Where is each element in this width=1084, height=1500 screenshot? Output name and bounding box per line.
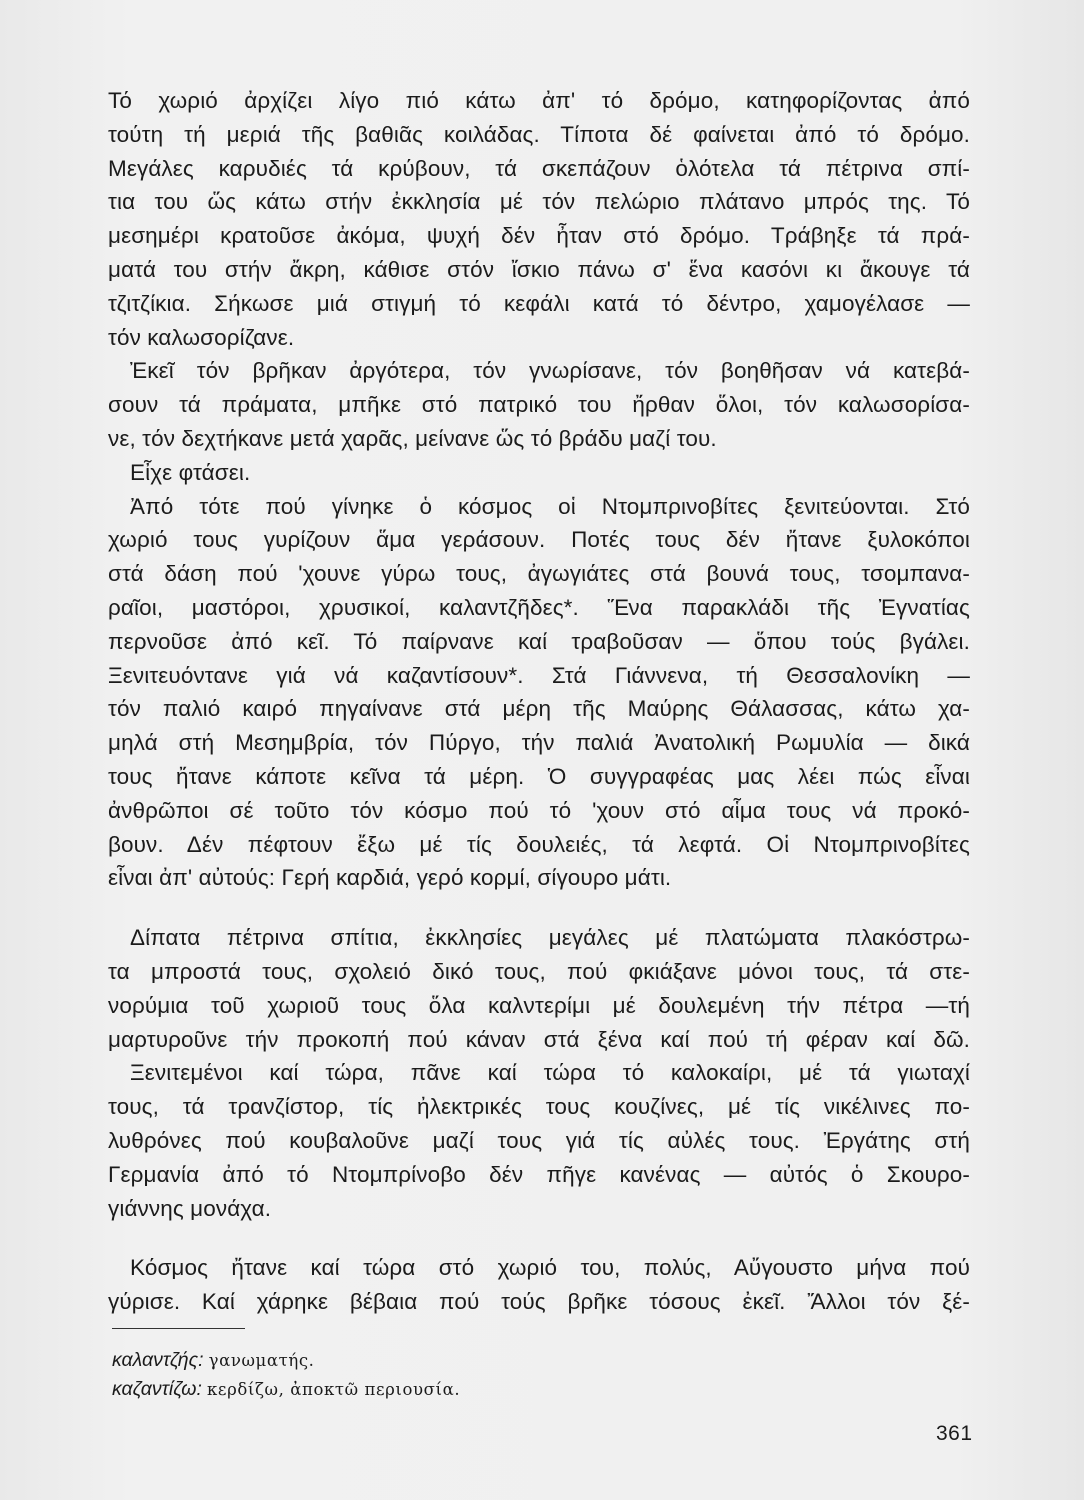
text-line: Ξενιτευόντανε γιά νά καζαντίσουν*. Στά Γιάννενα, τή Θεσσαλονίκη — bbox=[108, 662, 970, 688]
text-line: Γερμανία ἀπό τό Ντομπρίνοβο δέν πῆγε κανένας — αὐτός ὁ Σκουρο- bbox=[108, 1161, 970, 1187]
footnote-term: καζαντίζω: bbox=[112, 1378, 202, 1400]
text-line: νορύμια τοῦ χωριοῦ τους ὅλα καλντερίμι μέ δουλεμένη τήν πέτρα —τή bbox=[108, 992, 970, 1018]
footnote-term: καλαντζής: bbox=[112, 1349, 204, 1371]
text-line: Εἶχε φτάσει. bbox=[130, 459, 251, 485]
text-line: τζιτζίκια. Σήκωσε μιά στιγμή τό κεφάλι κατά τό δέντρο, χαμογέλασε — bbox=[108, 290, 970, 316]
text-line: Τό χωριό ἀρχίζει λίγο πιό κάτω ἀπ' τό δρόμο, κατηφορίζοντας ἀπό bbox=[108, 88, 970, 113]
footnote bbox=[112, 1374, 712, 1403]
text-line: γιάννης μονάχα. bbox=[108, 1195, 272, 1221]
text-line: στά δάση πού 'χουνε γύρω τους, ἀγωγιάτες στά βουνά τους, τσομπανα- bbox=[108, 561, 970, 587]
body-text bbox=[108, 84, 970, 1319]
footnote-divider bbox=[112, 1328, 245, 1329]
text-line: Ἀπό τότε πού γίνηκε ὁ κόσμος οἱ Ντομπρινοβίτες ξενιτεύονται. Στό bbox=[130, 493, 970, 519]
text-line: τούτη τή μεριά τῆς βαθιᾶς κοιλάδας. Τίποτα δέ φαίνεται ἀπό τό δρόμο. bbox=[108, 121, 970, 147]
text-line: μηλά στή Μεσημβρία, τόν Πύργο, τήν παλιά Ἀνατολική Ρωμυλία — δικά bbox=[108, 730, 970, 756]
page-number: 361 bbox=[936, 1422, 973, 1445]
text-line: νε, τόν δεχτήκανε μετά χαρᾶς, μείνανε ὥς τό βράδυ μαζί του. bbox=[108, 425, 717, 451]
text-line: τα μπροστά τους, σχολειό δικό τους, πού φκιάξανε μόνοι τους, τά στε- bbox=[108, 958, 970, 984]
text-line: τόν καλωσορίζανε. bbox=[108, 324, 295, 350]
footnote-definition: κερδίζω, ἀποκτῶ περιουσία. bbox=[207, 1380, 461, 1399]
text-line: χωριό τους γυρίζουν ἅμα γεράσουν. Ποτές τους δέν ἤτανε ξυλοκόποι bbox=[108, 527, 970, 553]
text-line: Δίπατα πέτρινα σπίτια, ἐκκλησίες μεγάλες μέ πλατώματα πλακόστρω- bbox=[130, 925, 970, 951]
text-line: Ἐκεῖ τόν βρῆκαν ἀργότερα, τόν γνωρίσανε, τόν βοηθῆσαν νά κατεβά- bbox=[130, 358, 970, 384]
text-line: τους ἤτανε κάποτε κεῖνα τά μέρη. Ὁ συγγραφέας μας λέει πώς εἶναι bbox=[108, 763, 970, 789]
text-line: Ξενιτεμένοι καί τώρα, πᾶνε καί τώρα τό καλοκαίρι, μέ τά γιωταχί bbox=[130, 1060, 970, 1086]
text-line: Κόσμος ἤτανε καί τώρα στό χωριό του, πολύς, Αὔγουστο μήνα πού bbox=[130, 1255, 970, 1281]
text-line: περνοῦσε ἀπό κεῖ. Τό παίρνανε καί τραβοῦσαν — ὅπου τούς βγάλει. bbox=[108, 628, 970, 654]
text-line: μαρτυροῦνε τήν προκοπή πού κάναν στά ξένα καί πού τή φέραν καί δῶ. bbox=[108, 1026, 970, 1052]
text-line: ματά του στήν ἄκρη, κάθισε στόν ἴσκιο πάνω σ' ἕνα κασόνι κι ἄκουγε τά bbox=[108, 256, 970, 282]
text-line: βουν. Δέν πέφτουν ἔξω μέ τίς δουλειές, τά λεφτά. Οἱ Ντομπρινοβίτες bbox=[108, 831, 970, 857]
text-line: ραῖοι, μαστόροι, χρυσικοί, καλαντζῆδες*. Ἕνα παρακλάδι τῆς Ἐγνατίας bbox=[108, 594, 970, 620]
section-gap bbox=[108, 1225, 970, 1251]
text-line: σουν τά πράματα, μπῆκε στό πατρικό του ἤρθαν ὅλοι, τόν καλωσορίσα- bbox=[108, 392, 970, 418]
footnote bbox=[112, 1345, 712, 1374]
section-gap bbox=[108, 895, 970, 921]
text-line: Μεγάλες καρυδιές τά κρύβουν, τά σκεπάζουν ὁλότελα τά πέτρινα σπί- bbox=[108, 155, 970, 181]
text-line: ἀνθρῶποι σέ τοῦτο τόν κόσμο πού τό 'χουν στό αἷμα τους νά προκό- bbox=[108, 797, 970, 823]
text-line: γύρισε. Καί χάρηκε βέβαια πού τούς βρῆκε τόσους ἐκεῖ. Ἄλλοι τόν ξέ- bbox=[108, 1289, 970, 1315]
text-line: τια του ὥς κάτω στήν ἐκκλησία μέ τόν πελώριο πλάτανο μπρός της. Τό bbox=[108, 189, 970, 215]
text-line: λυθρόνες πού κουβαλοῦνε μαζί τους γιά τίς αὐλές τους. Ἐργάτης στή bbox=[108, 1127, 970, 1153]
footnote-definition: γανωματής. bbox=[208, 1351, 315, 1370]
text-line: εἶναι ἀπ' αὐτούς: Γερή καρδιά, γερό κορμί, σίγουρο μάτι. bbox=[108, 865, 672, 891]
footnotes bbox=[112, 1345, 712, 1403]
text-line: μεσημέρι κρατοῦσε ἀκόμα, ψυχή δέν ἦταν στό δρόμο. Τράβηξε τά πρά- bbox=[108, 223, 970, 249]
text-line: τους, τά τρανζίστορ, τίς ἠλεκτρικές τους κουζίνες, μέ τίς νικέλινες πο- bbox=[108, 1094, 970, 1120]
text-line: τόν παλιό καιρό πηγαίνανε στά μέρη τῆς Μαύρης Θάλασσας, κάτω χα- bbox=[108, 696, 970, 722]
